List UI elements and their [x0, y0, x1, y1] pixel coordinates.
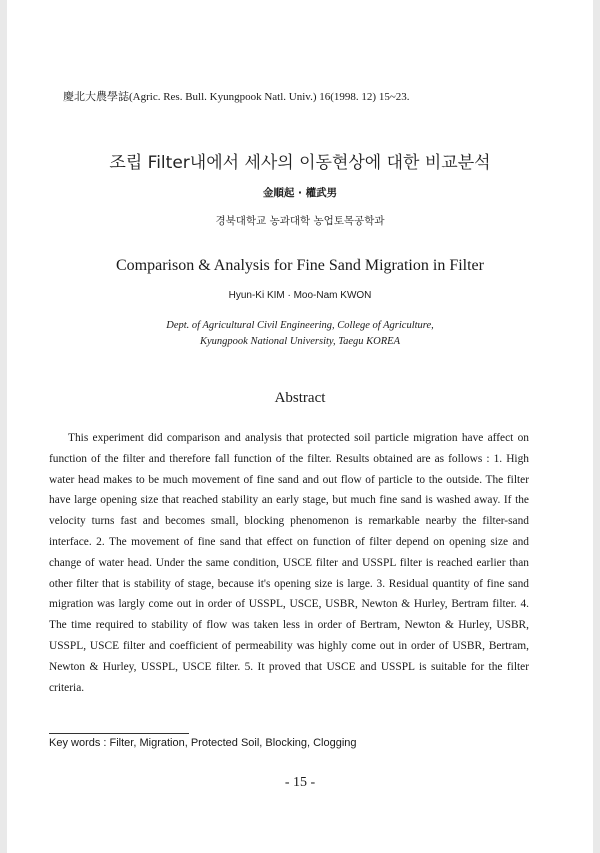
abstract-body: This experiment did comparison and analysis that protected soil particle migration have affect on function of the filter and therefore fall function of the filter. Results obtained are as follows : 1. High water head makes to be much movement of fine sand and out flow of particle to the outside. The filter have large opening size that reached stability an early stage, but much fine sand is washed away. If the velocity turns fast and becomes small, blocking phenomenon is remarkable nearby the filter-sand interface. 2. The movement of fine sand that effect on function of filter depend on opening size and change of water head. Under the same condition, USCE filter and USSPL filter is reached earlier than other filter that is stability of stage, because it's opening size is large. 3. Residual quantity of fine sand migration was largly come out in order of USSPL, USCE, USBR, Newton & Hurley, Bertram filter. 4. The time required to stability of flow was taken less in order of Bertram, Newton & Hurley, USBR, USSPL, USCE filter and coefficient of permeability was highly come out in order of USBR, Bertram, Newton & Hurley, USSPL, USCE filter. 5. It proved that USCE and USSPL is suitable for the filter criteria.	[49, 432, 529, 694]
page-number: - 15 -	[284, 775, 316, 790]
korean-authors: 金順起 · 權武男	[262, 187, 338, 199]
english-title: Comparison & Analysis for Fine Sand Migration in Filter	[116, 257, 484, 274]
korean-affiliation: 경북대학교 농과대학 농업토목공학과	[215, 215, 385, 227]
abstract-heading: Abstract	[274, 390, 326, 406]
paper-page	[7, 0, 593, 853]
korean-title: 조립 Filter내에서 세사의 이동현상에 대한 비교분석	[109, 153, 491, 173]
keywords: Key words : Filter, Migration, Protected Soil, Blocking, Clogging	[49, 737, 357, 749]
affiliation-line-1: Dept. of Agricultural Civil Engineering, College of Agriculture,	[166, 320, 434, 331]
journal-citation: 慶北大農學誌(Agric. Res. Bull. Kyungpook Natl. Univ.) 16(1998. 12) 15~23.	[63, 91, 410, 103]
footnote-rule	[49, 733, 189, 734]
english-authors: Hyun-Ki KIM · Moo-Nam KWON	[228, 290, 372, 301]
affiliation-line-2: Kyungpook National University, Taegu KOREA	[200, 336, 400, 347]
english-affiliation	[7, 318, 593, 350]
